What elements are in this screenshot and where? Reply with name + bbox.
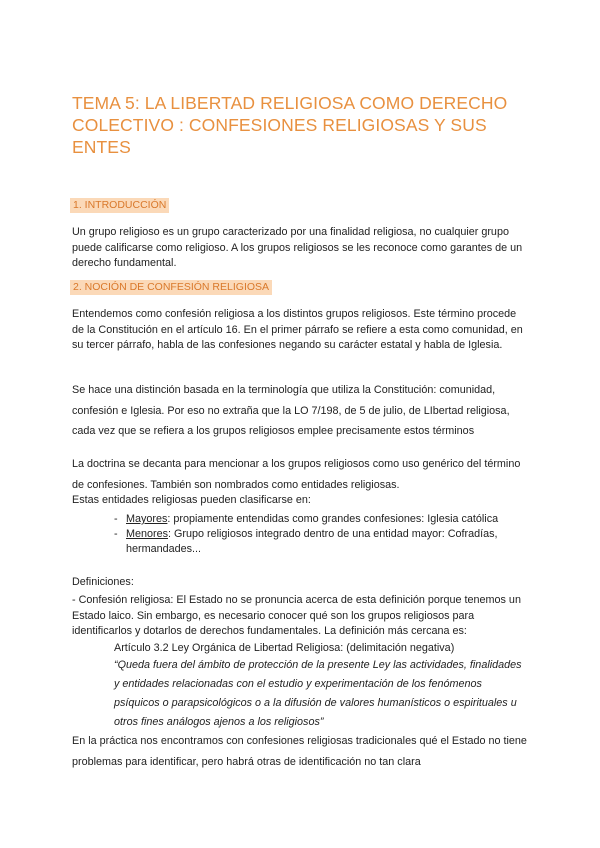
list-item-menores <box>114 527 524 557</box>
paragraph-introduccion: Un grupo religioso es un grupo caracterizado por una finalidad religiosa, no cualquier grupo puede calificarse como religioso. A los grupos religiosos se les reconoce como garantes de un derecho fundamental. <box>72 226 523 269</box>
paragraph-nocion-2: Se hace una distinción basada en la terminología que utiliza la Constitución: comunidad, confesión e Iglesia. Por eso no extraña que la LO 7/198, de 5 de julio, de LIbertad religiosa, cada vez que se refiera a los grupos religiosos emplee precisamente estos términos <box>72 384 510 437</box>
definition-confesion: - Confesión religiosa: El Estado no se pronuncia acerca de esta definición porque tenemos un Estado laico. Sin embargo, es necesario conocer qué son los grupos religiosos para identificarlos y dotarlos de derechos fundamentales. La definición más cercana es: <box>72 594 521 637</box>
section-heading-introduccion: 1. INTRODUCCIÓN <box>70 198 169 213</box>
paragraph-clasificacion: Estas entidades religiosas pueden clasificarse en: <box>72 494 311 506</box>
term-mayores: Mayores <box>126 513 168 525</box>
article-reference: Artículo 3.2 Ley Orgánica de Libertad Religiosa: (delimitación negativa) <box>114 642 455 654</box>
document-title: TEMA 5: LA LIBERTAD RELIGIOSA COMO DERECHO COLECTIVO : CONFESIONES RELIGIOSAS Y SUS ENTES <box>72 93 508 157</box>
paragraph-nocion-1: Entendemos como confesión religiosa a los distintos grupos religiosos. Este término procede de la Constitución en el artículo 16. En el primer párrafo se refiere a esta como comunidad, en su tercer párrafo, habla de las confesiones negando su carácter estatal y habla de Iglesia. <box>72 308 523 351</box>
list-item-mayores <box>114 512 524 527</box>
description-menores: : Grupo religiosos integrado dentro de una entidad mayor: Cofradías, hermandades... <box>126 528 498 555</box>
definitions-label: Definiciones: <box>72 576 134 588</box>
description-mayores: : propiamente entendidas como grandes confesiones: Iglesia católica <box>167 513 499 525</box>
term-menores: Menores <box>126 528 169 540</box>
article-quote: “Queda fuera del ámbito de protección de la presente Ley las actividades, finalidades y entidades relacionadas con el estudio y experimentación de los fenómenos psíquicos o parapsicológicos o a la difusión de valores humanísticos o espirituales u otros fines análogos ajenos a los religiosos” <box>114 659 522 728</box>
bullet-dash: - <box>114 528 118 540</box>
bullet-dash: - <box>114 513 118 525</box>
section-heading-nocion: 2. NOCIÓN DE CONFESIÓN RELIGIOSA <box>70 280 272 295</box>
paragraph-practica: En la práctica nos encontramos con confesiones religiosas tradicionales qué el Estado no tiene problemas para identificar, pero habrá otras de identificación no tan clara <box>72 735 527 768</box>
paragraph-nocion-3: La doctrina se decanta para mencionar a los grupos religiosos como uso genérico del término de confesiones. También son nombrados como entidades religiosas. <box>72 458 521 491</box>
